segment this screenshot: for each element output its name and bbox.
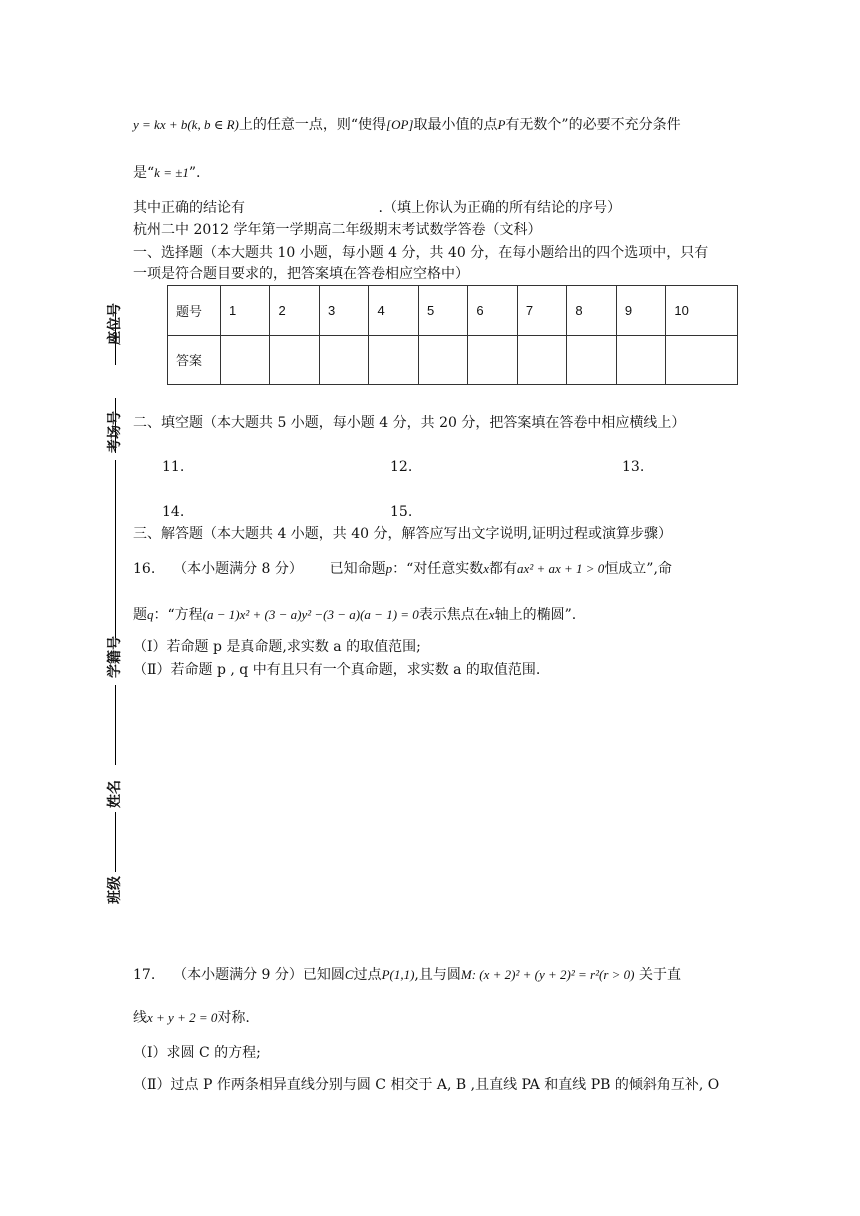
table-header-label: 题号	[168, 286, 221, 336]
table-cell: 8	[567, 286, 616, 336]
q16-line2	[133, 605, 576, 625]
inequality: ax² + ax + 1 > 0	[517, 561, 605, 576]
answer-cell[interactable]	[221, 335, 270, 385]
circle-m: M	[460, 967, 472, 982]
var-x: x	[488, 607, 495, 622]
table-cell: 7	[517, 286, 566, 336]
circle-c: C	[344, 967, 354, 982]
exam-title: 杭州二中 2012 学年第一学期高二年级期末考试数学答卷（文科）	[133, 222, 542, 238]
blank-12: 12.	[390, 459, 413, 475]
section2-heading: 二、填空题（本大题共 5 小题，每小题 4 分，共 20 分，把答案填在答卷中相应横线上）	[133, 415, 686, 431]
top-line2-text: 是“	[133, 165, 155, 181]
q16-text: ：“对任意实数	[392, 561, 484, 577]
q17-text: 对称.	[217, 1010, 250, 1026]
blank-13: 13.	[622, 459, 645, 475]
table-row	[168, 286, 738, 336]
table-cell: 6	[468, 286, 517, 336]
q17-text: （本小题满分 9 分）已知圆	[173, 967, 345, 983]
top-line-2	[133, 163, 200, 183]
blank-11: 11.	[162, 459, 185, 475]
class-label: 班级	[107, 876, 123, 904]
top-line2-end: ”.	[188, 165, 201, 181]
q17-line2	[133, 1008, 250, 1028]
line-equation: x + y + 2 = 0	[147, 1010, 218, 1025]
line-equation: y = kx + b(k, b ∈ R)	[133, 117, 239, 132]
prop-p: p	[385, 561, 393, 576]
q16-text: ：“方程	[153, 607, 203, 623]
q16-text: 表示焦点在	[418, 607, 489, 623]
q17-part1: （Ⅰ）求圆 C 的方程;	[133, 1045, 261, 1061]
table-cell: 4	[369, 286, 418, 336]
q17-text: 线	[133, 1010, 147, 1026]
section1-heading: 一、选择题（本大题共 10 小题，每小题 4 分，共 40 分，在每小题给出的四个选项中，只有	[133, 245, 709, 261]
q16-text: 都有	[489, 561, 518, 577]
name-label: 姓名	[107, 780, 123, 808]
answer-cell[interactable]	[666, 335, 738, 385]
table-cell: 1	[221, 286, 270, 336]
answer-cell[interactable]	[616, 335, 665, 385]
margin-line	[115, 685, 116, 765]
answer-table	[167, 285, 738, 385]
q16-text: 题	[133, 607, 147, 623]
margin-line	[115, 460, 116, 638]
seat-number-label: 座位号	[107, 303, 123, 345]
answer-cell[interactable]	[270, 335, 319, 385]
q16-line1	[133, 559, 672, 579]
table-cell: 9	[616, 286, 665, 336]
k-condition: k = ±1	[154, 165, 189, 180]
ellipse-equation: (a − 1)x² + (3 − a)y² −(3 − a)(a − 1) = 0	[202, 607, 419, 622]
q16-text: 已知命题	[329, 561, 386, 577]
answer-cell[interactable]	[319, 335, 368, 385]
table-answer-label: 答案	[168, 335, 221, 385]
conclusion-line: 其中正确的结论有 .（填上你认为正确的所有结论的序号）	[133, 200, 621, 216]
q17-text: 过点	[353, 967, 382, 983]
answer-cell[interactable]	[468, 335, 517, 385]
q17-line1	[133, 965, 681, 985]
blank-15: 15.	[390, 504, 413, 520]
top-text-b: 取最小值的点	[413, 117, 498, 133]
point-p: P	[497, 117, 506, 132]
q17-number: 17.	[133, 967, 156, 983]
table-row	[168, 335, 738, 385]
table-cell: 3	[319, 286, 368, 336]
blank-14: 14.	[162, 504, 185, 520]
var-x: x	[483, 561, 490, 576]
q17-text: ,且与圆	[414, 967, 461, 983]
student-id-label: 学籍号	[107, 636, 123, 678]
circle-equation: : (x + 2)² + (y + 2)² = r²(r > 0)	[471, 967, 635, 982]
answer-cell[interactable]	[567, 335, 616, 385]
q16-number: 16.	[133, 561, 156, 577]
top-text-c: 有无数个”的必要不充分条件	[505, 117, 681, 133]
q16-text: 轴上的椭圆”.	[494, 607, 577, 623]
point-p: P(1,1)	[381, 967, 415, 982]
margin-line	[115, 812, 116, 872]
prop-q: q	[147, 607, 154, 622]
exam-room-label: 考场号	[107, 411, 123, 453]
table-cell: 10	[666, 286, 738, 336]
q16-part1: （Ⅰ）若命题 p 是真命题,求实数 a 的取值范围;	[133, 639, 421, 655]
q16-score: （本小题满分 8 分）	[173, 561, 303, 577]
answer-cell[interactable]	[517, 335, 566, 385]
section3-heading: 三、解答题（本大题共 4 小题，共 40 分，解答应写出文字说明,证明过程或演算步骤）	[133, 526, 672, 542]
table-cell: 5	[418, 286, 467, 336]
q17-text: 关于直	[638, 967, 681, 983]
q16-text: 恒成立”,命	[604, 561, 672, 577]
table-cell: 2	[270, 286, 319, 336]
q17-part2: （Ⅱ）过点 P 作两条相异直线分别与圆 C 相交于 A, B ,且直线 PA 和直线 PB 的倾斜角互补, O	[133, 1077, 720, 1093]
answer-cell[interactable]	[418, 335, 467, 385]
top-line-1	[133, 115, 681, 135]
top-text-a: 上的任意一点，则“使得	[238, 117, 387, 133]
q16-part2: （Ⅱ）若命题 p , q 中有且只有一个真命题，求实数 a 的取值范围.	[133, 662, 541, 678]
op-expression: [OP]	[386, 117, 414, 132]
section1-heading-2: 一项是符合题目要求的，把答案填在答卷相应空格中）	[133, 266, 469, 282]
answer-cell[interactable]	[369, 335, 418, 385]
